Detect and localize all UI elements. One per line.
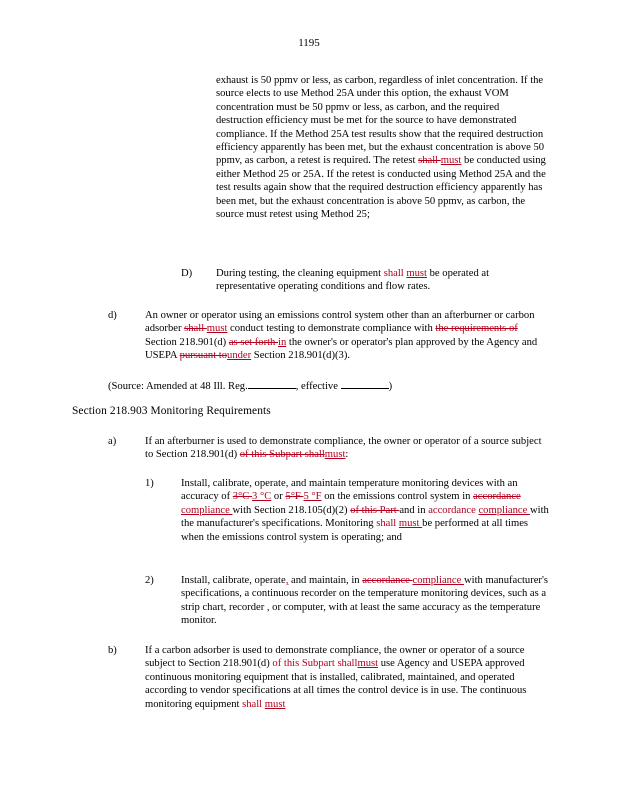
inserted-text: shall	[376, 518, 397, 530]
deleted-text: accordance	[362, 575, 413, 586]
inserted-text: ,	[285, 575, 289, 586]
text: Section 218.901(d)(3).	[251, 350, 351, 362]
text: )	[388, 381, 393, 392]
text: :	[345, 449, 349, 461]
inserted-text: compliance	[478, 504, 530, 516]
item-label-a: a)	[108, 436, 117, 447]
item-label-1: 1)	[145, 478, 154, 489]
text: the owner's or operator's plan approved by the Agency and USEPA	[145, 336, 538, 362]
item-label-2: 2)	[145, 575, 154, 586]
item-label-D: D)	[181, 268, 193, 279]
text: with manufacturer's specifications, a continuous recorder on the temperature monitoring devices, such as a strip chart, recorder , or computer, with at least the same accuracy as the temperature monitor.	[181, 575, 548, 627]
inserted-text: must	[440, 155, 462, 167]
item-a-paragraph	[145, 435, 550, 462]
deleted-text: 5°F	[285, 491, 304, 503]
inserted-text: must	[324, 449, 346, 461]
inserted-text: must	[398, 518, 423, 530]
inserted-text: shall	[242, 698, 263, 710]
text: use Agency and USEPA approved continuous monitoring equipment that is installed, calibrated, maintained, and operated according to vendor specifications at all times the control device is in use. The continuous monitoring equipment	[145, 658, 527, 710]
text: on the emissions control system in	[321, 491, 474, 503]
inserted-text: accordance	[428, 504, 476, 516]
inserted-text: must	[406, 268, 427, 279]
inserted-text: must	[264, 698, 286, 710]
item-b-paragraph	[145, 644, 550, 711]
text: If a carbon adsorber is used to demonstrate compliance, the owner or operator of a source subject to Section 218.901(d)	[145, 645, 525, 670]
blank-line	[341, 378, 389, 389]
item-label-d: d)	[108, 310, 117, 321]
text: and in	[399, 504, 429, 516]
text: conduct testing to demonstrate compliance with	[227, 323, 436, 335]
text: During testing, the cleaning equipment	[216, 268, 384, 279]
text: Section 218.901(d)	[145, 336, 229, 348]
text: If an afterburner is used to demonstrate compliance, the owner or operator of a source subject to Section 218.901(d)	[145, 436, 542, 461]
deleted-text: the requirements of	[435, 323, 518, 335]
inserted-text: 3 °C	[252, 491, 272, 503]
text: and maintain, in	[288, 575, 363, 586]
inserted-text: under	[227, 350, 252, 362]
deleted-text: of this Subpart shall	[239, 449, 325, 461]
item-d-paragraph	[145, 309, 550, 363]
text: Install, calibrate, operate	[181, 575, 286, 586]
text: be operated at representative operating conditions and flow rates.	[216, 268, 490, 293]
text: with the manufacturer's specifications. Monitoring	[181, 504, 549, 530]
inserted-text: in	[278, 336, 287, 348]
deleted-text: shall	[184, 323, 207, 335]
text: or	[271, 491, 286, 503]
text: be conducted using either Method 25 or 25A. If the retest is conducted using Method 25A and the test results again show that the required destruction efficiency apparently has been met, but the exhaust concentration is above 50 ppmv, as carbon, the source must retest using Method 25;	[216, 155, 546, 221]
deleted-text: accordance	[473, 491, 521, 503]
text: be performed at all times when the emissions control system is operating; and	[181, 518, 529, 543]
source-note	[108, 378, 548, 393]
inserted-text: must	[206, 323, 228, 335]
item-1-paragraph	[181, 477, 551, 544]
page-number: 1195	[298, 37, 320, 49]
continuation-paragraph	[216, 74, 548, 221]
inserted-text: compliance	[181, 504, 233, 516]
inserted-text: must	[357, 658, 379, 670]
text: , effective	[295, 381, 341, 392]
deleted-text: 3°C	[232, 491, 253, 503]
text: Install, calibrate, operate, and maintain temperature monitoring devices with an accuracy of	[181, 478, 518, 503]
blank-line	[248, 378, 296, 389]
inserted-text: of this Subpart shall	[272, 658, 358, 670]
text: with Section 218.105(d)(2)	[232, 504, 351, 516]
text: An owner or operator using an emissions control system other than an afterburner or carbon adsorber	[145, 310, 535, 335]
item-2-paragraph	[181, 574, 551, 628]
section-heading: Section 218.903 Monitoring Requirements	[72, 405, 271, 417]
item-label-b: b)	[108, 645, 117, 656]
deleted-text: shall	[418, 155, 441, 167]
inserted-text: 5 °F	[303, 491, 322, 503]
deleted-text: of this Part	[350, 504, 400, 516]
item-D-paragraph	[216, 267, 548, 294]
inserted-text: compliance	[412, 575, 464, 586]
text: (Source: Amended at 48 Ill. Reg.	[108, 381, 248, 392]
deleted-text: pursuant to	[179, 350, 228, 362]
deleted-text: as set forth	[228, 336, 278, 348]
text: exhaust is 50 ppmv or less, as carbon, regardless of inlet concentration. If the source elects to use Method 25A under this option, the exhaust VOM concentration must be 50 ppmv or less, as carbon, and the required destruction efficiency must be met for the source to have demonstrated compliance. If the Method 25A test results show that the required destruction efficiency apparently has been met, but the exhaust concentration is above 50 ppmv, as carbon, a retest is required. The retest	[216, 75, 545, 167]
inserted-text: shall	[383, 268, 404, 279]
